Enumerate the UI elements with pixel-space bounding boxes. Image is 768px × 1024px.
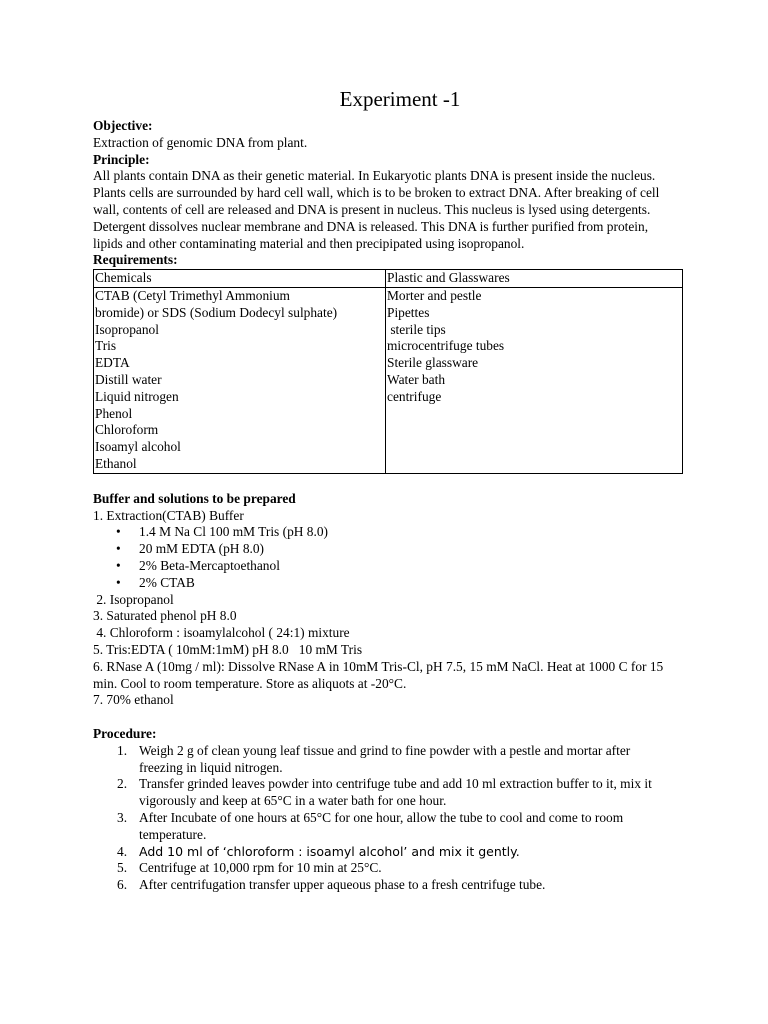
procedure-step (117, 860, 683, 877)
buffer-bullet-list (93, 524, 683, 591)
buffer-item-4: 4. Chloroform : isoamylalcohol ( 24:1) mixture (93, 625, 350, 641)
table-body-row (94, 287, 683, 473)
buffer-item-3: 3. Saturated phenol pH 8.0 (93, 608, 237, 624)
chemical-item: bromide) or SDS (Sodium Dodecyl sulphate) (95, 304, 338, 320)
step-number: 1. (117, 742, 128, 758)
chemical-item: Liquid nitrogen (95, 388, 179, 404)
buffer-item-5: 5. Tris:EDTA ( 10mM:1mM) pH 8.0 10 mM Tris (93, 641, 363, 657)
step-text: Add 10 ml of ‘chloroform : isoamyl alcohol’ and mix it gently. (139, 843, 520, 859)
step-text: Centrifuge at 10,000 rpm for 10 min at 25°C. (139, 860, 382, 876)
table-header-row (94, 270, 683, 288)
chemical-item: Chloroform (95, 422, 159, 438)
objective-heading: Objective: (93, 118, 153, 133)
plasticware-header: Plastic and Glasswares (386, 270, 683, 288)
procedure-list (93, 743, 683, 894)
buffer-item-2: 2. Isopropanol (93, 591, 174, 607)
buffer-bullet: • 1.4 M Na Cl 100 mM Tris (pH 8.0) (139, 524, 683, 541)
buffer-bullet: • 2% Beta-Mercaptoethanol (139, 558, 683, 575)
plasticware-item: Pipettes (387, 304, 430, 320)
chemical-item: Isopropanol (95, 321, 159, 337)
buffer-item-7: 7. 70% ethanol (93, 692, 174, 708)
procedure-heading: Procedure: (93, 726, 157, 742)
step-number: 3. (117, 810, 128, 826)
plasticware-item: sterile tips (387, 321, 446, 337)
objective-text: Extraction of genomic DNA from plant. (93, 134, 308, 150)
plasticware-item: Morter and pestle (387, 287, 482, 303)
chemical-item: EDTA (95, 355, 130, 371)
plasticware-item: Sterile glassware (387, 355, 479, 371)
procedure-step (117, 843, 683, 861)
procedure-step (117, 742, 639, 777)
chemical-item: Tris (95, 338, 117, 354)
procedure-step (117, 776, 669, 810)
page-title: Experiment -1 (339, 87, 461, 111)
step-text: After centrifugation transfer upper aqueous phase to a fresh centrifuge tube. (139, 877, 546, 893)
chemical-item: Isoamyl alcohol (95, 439, 181, 455)
buffers-heading: Buffer and solutions to be prepared (93, 490, 296, 506)
principle-heading: Principle: (93, 151, 150, 167)
step-text: Transfer grinded leaves powder into centrifuge tube and add 10 ml extraction buffer to it, mix it vigorously and keep at 65°C in a water bath for one hour. (139, 776, 652, 809)
plasticware-item: centrifuge (387, 388, 442, 404)
procedure-step (117, 810, 669, 844)
requirements-table (93, 269, 683, 474)
chemical-item: Phenol (95, 405, 133, 421)
plasticware-item: Water bath (387, 371, 446, 387)
principle-text: All plants contain DNA as their genetic material. In Eukaryotic plants DNA is present inside the nucleus. Plants cells are surrounded by hard cell wall, which is to be broken to extract DNA. After breaking of cell wall, contents of cell are released and DNA is present in nucleus. This nucleus is lysed using detergents. Detergent dissolves nuclear membrane and DNA is released. This DNA is further purified from protein, lipids and other contaminating material and then precipipated using isopropanol. (93, 168, 660, 251)
buffer-bullet: • 2% CTAB (139, 575, 683, 592)
buffer-item-1: 1. Extraction(CTAB) Buffer (93, 507, 244, 523)
chemical-item: Distill water (95, 371, 162, 387)
chemical-item: Ethanol (95, 455, 137, 471)
step-text: Weigh 2 g of clean young leaf tissue and grind to fine powder with a pestle and mortar after freezing in liquid nitrogen. (139, 742, 631, 775)
buffer-item-6: 6. RNase A (10mg / ml): Dissolve RNase A in 10mM Tris-Cl, pH 7.5, 15 mM NaCl. Heat at 1000 C for 15 min. Cool to room temperature. Store as aliquots at -20°C. (93, 658, 664, 691)
requirements-heading: Requirements: (93, 252, 178, 268)
step-number: 4. (117, 843, 128, 859)
step-number: 5. (117, 860, 128, 876)
plasticware-item: microcentrifuge tubes (387, 338, 505, 354)
chemicals-cell (94, 287, 386, 473)
plasticware-cell (386, 287, 683, 473)
chemicals-header: Chemicals (94, 270, 386, 288)
step-text: After Incubate of one hours at 65°C for one hour, allow the tube to cool and come to room temperature. (139, 810, 624, 842)
chemical-item: CTAB (Cetyl Trimethyl Ammonium (95, 287, 290, 303)
buffer-bullet: • 20 mM EDTA (pH 8.0) (139, 541, 683, 558)
procedure-step (117, 877, 683, 894)
step-number: 6. (117, 877, 128, 893)
document-page (93, 86, 683, 894)
step-number: 2. (117, 776, 128, 792)
